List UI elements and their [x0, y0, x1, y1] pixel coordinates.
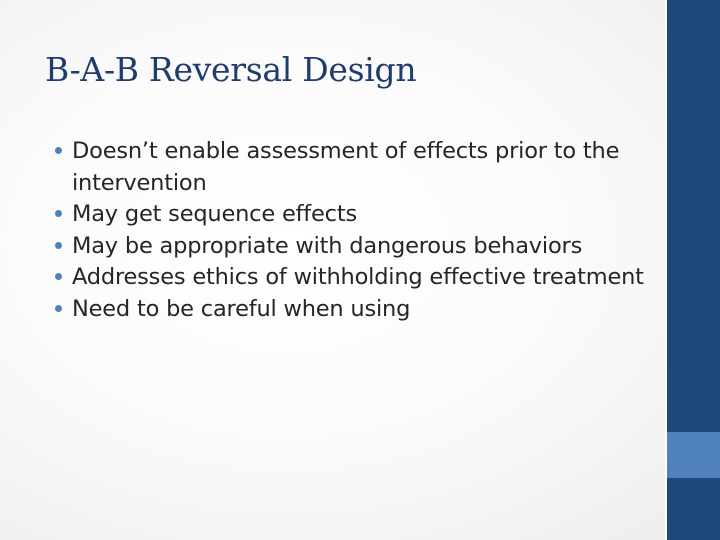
- bullet-item: [46, 136, 646, 199]
- bullet-item: [46, 231, 646, 263]
- bullet-text: May be appropriate with dangerous behaviors: [72, 232, 583, 259]
- bullet-dot-icon: [55, 273, 62, 280]
- bullet-item: [46, 294, 646, 326]
- bullet-dot-icon: [55, 305, 62, 312]
- bullet-list: [46, 136, 646, 325]
- bullet-text: Doesn’t enable assessment of effects prior to the intervention: [72, 138, 620, 196]
- bullet-item: [46, 262, 646, 294]
- bullet-dot-icon: [55, 242, 62, 249]
- side-bar-bottom: [667, 478, 720, 540]
- bullet-text: Need to be careful when using: [72, 295, 411, 322]
- bullet-dot-icon: [55, 147, 62, 154]
- bullet-text: May get sequence effects: [72, 201, 357, 227]
- bullet-text: Addresses ethics of withholding effective treatment: [72, 264, 644, 290]
- bullet-item: [46, 199, 646, 231]
- slide-title: B-A-B Reversal Design: [45, 50, 417, 89]
- side-bar-dark: [667, 0, 720, 432]
- side-bar-accent: [667, 432, 720, 478]
- bullet-dot-icon: [55, 210, 62, 217]
